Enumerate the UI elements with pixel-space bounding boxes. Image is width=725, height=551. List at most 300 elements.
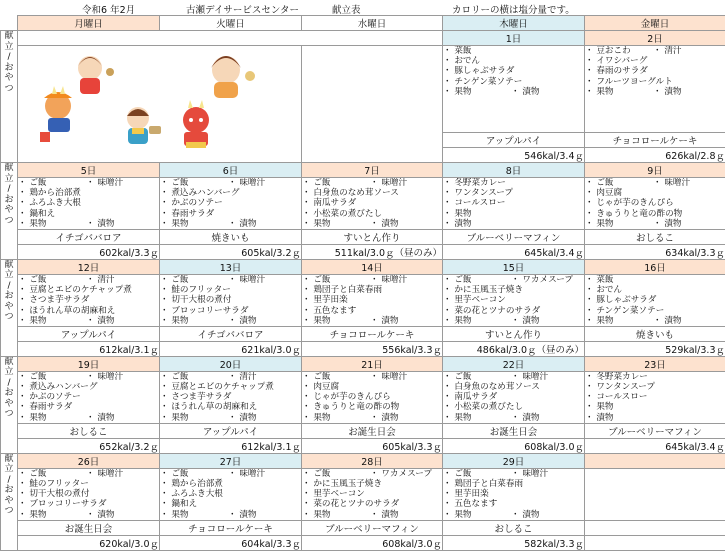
side-label-char: つ [1,506,17,517]
dish-name: ・ 果物 [160,413,189,423]
menu-item [160,198,301,208]
dish-name: ・ 鶏団子と白菜春雨 [443,479,523,489]
menu-item [160,469,301,479]
menu-item [585,306,725,316]
side-label-char: つ [1,409,17,420]
salt-note: カロリーの横は塩分量です。 [452,2,575,16]
dish-name: ・ ブロッコリーサラダ [18,499,106,509]
dish-name: ・ 果物 [443,209,472,219]
menu-item [443,306,584,316]
menu-item [443,382,584,392]
dish-name: ・ 果物 [160,219,189,229]
menu-item [443,489,584,499]
calorie-row [1,438,725,453]
menu-items [443,46,585,133]
menu-item [302,479,442,489]
snack-name: イチゴババロア [18,229,160,244]
dish-name: ・ 菜飯 [443,46,472,56]
menu-row [1,178,725,230]
dish-name: ・ 漬物 [585,413,614,423]
day-number: 9日 [585,163,725,178]
calorie-salt: 612kal/3.1ｇ [160,438,302,453]
side-dish-name: ・ 味噌汁 [370,372,407,382]
dish-name: ・ イワシバーグ [585,56,647,66]
date-row [1,356,725,371]
weekday-monday: 月曜日 [18,16,160,31]
menu-item [585,219,725,229]
day-number [302,31,443,46]
menu-item [18,469,159,479]
menu-item [160,510,301,520]
menu-item [443,198,584,208]
day-number: 7日 [302,163,443,178]
dish-name: ・ 春雨サラダ [18,402,72,412]
menu-item [585,178,725,188]
side-label-char: 立 [1,174,17,185]
menu-item [302,306,442,316]
dish-name: ・ じゃが芋のきんぴら [302,392,391,402]
date-row [1,163,725,178]
menu-items [160,274,302,326]
dish-name: ・ ご飯 [443,372,472,382]
day-number: 15日 [443,259,585,274]
menu-item [160,178,301,188]
dish-name: ・ 里芋田楽 [302,295,348,305]
side-dish-name: ・ 漬物 [228,510,257,520]
dish-name: ・ コールスロー [443,198,505,208]
dish-name: ・ 果物 [18,316,47,326]
dish-name: ・ ご飯 [302,469,331,479]
side-label-char: 献 [1,31,17,42]
dish-name: ・ かに玉風玉子焼き [302,479,382,489]
side-label [1,356,18,453]
side-dish-name: ・ 漬物 [511,87,540,97]
menu-item [443,392,584,402]
day-number: 21日 [302,356,443,371]
dish-name: ・ 鶏から治部煮 [18,188,81,198]
side-dish-name: ・ 味噌汁 [86,178,123,188]
dish-name: ・ 煮込みハンバーグ [160,188,239,198]
oni-children-illustration [18,46,302,158]
day-number: 23日 [585,356,725,371]
menu-items [18,468,160,520]
calorie-salt [585,535,725,550]
day-number: 26日 [18,453,160,468]
dish-name: ・ 果物 [443,87,472,97]
dish-name: ・ ご飯 [160,275,189,285]
day-number: 6日 [160,163,302,178]
side-dish-name: ・ 味噌汁 [511,372,548,382]
dish-name: ・ ご飯 [160,372,189,382]
menu-items [160,178,302,230]
side-dish-name: ・ 味噌汁 [511,469,548,479]
side-label [1,163,18,260]
dish-name: ・ 果物 [585,402,614,412]
dish-name: ・ 果物 [302,219,331,229]
day-number: 5日 [18,163,160,178]
menu-item [585,402,725,412]
dish-name: ・ 果物 [443,316,472,326]
snack-name: ブルーベリーマフィン [302,520,443,535]
snack-name: ブルーベリーマフィン [443,229,585,244]
date-row [1,31,725,46]
menu-item [585,77,725,87]
dish-name: ・ ご飯 [585,178,614,188]
side-dish-name: ・ 清汁 [86,275,115,285]
menu-item [443,178,584,188]
dish-name: ・ さつま芋サラダ [18,295,89,305]
menu-item [18,285,159,295]
side-dish-name: ・ 漬物 [370,510,399,520]
menu-items [18,178,160,230]
snack-name: アップルパイ [18,326,160,341]
menu-item [443,77,584,87]
menu-item [302,469,442,479]
side-label-char: / [1,378,17,389]
dish-name: ・ 菜の花とツナのサラダ [302,499,399,509]
dish-name: ・ ご飯 [18,275,47,285]
menu-item [302,413,442,423]
side-dish-name: ・ 味噌汁 [653,178,690,188]
menu-item [160,489,301,499]
menu-item [160,402,301,412]
weekday-friday: 金曜日 [585,16,725,31]
red-oni-icon [183,100,209,148]
side-dish-name: ・ 漬物 [86,413,115,423]
header-corner [1,16,18,31]
menu-item [302,499,442,509]
menu-item [443,66,584,76]
dish-name: ・ 里芋ベーコン [302,489,365,499]
calorie-salt: 626kal/2.8ｇ [585,148,725,163]
snack-name: イチゴババロア [160,326,302,341]
calorie-row [1,535,725,550]
menu-item [18,209,159,219]
dish-name: ・ 小松菜の煮びたし [302,209,382,219]
dish-name: ・ 果物 [302,413,331,423]
day-number: 14日 [302,259,443,274]
menu-item [443,499,584,509]
snack-name: チョコロールケーキ [585,133,725,148]
calorie-row [1,341,725,356]
calorie-salt: 605kal/3.3ｇ [302,438,443,453]
calorie-salt: 608kal/3.0ｇ [302,535,443,550]
dish-name: ・ 小松菜の煮びたし [443,402,523,412]
side-label [1,259,18,356]
snack-row [1,229,725,244]
weekday-thursday: 木曜日 [443,16,585,31]
side-label-char: / [1,475,17,486]
dish-name: ・ 鶏から治部煮 [160,479,223,489]
menu-item [443,219,584,229]
menu-item [443,275,584,285]
menu-item [585,392,725,402]
menu-item [18,178,159,188]
side-dish-name: ・ 漬物 [370,413,399,423]
menu-item [585,188,725,198]
menu-item [585,382,725,392]
dish-name: ・ チンゲン菜ソテー [443,77,522,87]
menu-item [302,392,442,402]
dish-name: ・ フルーツヨーグルト [585,77,673,87]
dish-name: ・ 切干大根の煮付 [160,295,231,305]
menu-item [18,413,159,423]
menu-items [585,46,725,133]
dish-name: ・ ご飯 [302,178,331,188]
snack-name: お誕生日会 [302,423,443,438]
side-label-char: 献 [1,454,17,465]
side-dish-name: ・ 清汁 [228,372,257,382]
menu-item [585,209,725,219]
menu-item [160,413,301,423]
calorie-salt: 620kal/3.0ｇ [18,535,160,550]
dish-name: ・ 豆おこわ [585,46,631,56]
side-label-char: 立 [1,464,17,475]
dish-name: ・ 菜の花とツナのサラダ [443,306,540,316]
snack-row [1,423,725,438]
side-dish-name: ・ 味噌汁 [228,469,265,479]
menu-row [1,46,725,133]
calorie-salt: 582kal/3.3ｇ [443,535,585,550]
snack-name: すいとん作り [443,326,585,341]
menu-item [302,198,442,208]
menu-item [443,285,584,295]
menu-item [443,469,584,479]
menu-item [160,188,301,198]
side-label-char: つ [1,84,17,95]
dish-name: ・ かぶのソテー [18,392,81,402]
dish-name: ・ 鍋和え [18,209,55,219]
side-label-char: つ [1,312,17,323]
dish-name: ・ 冬野菜カレー [585,372,648,382]
dish-name: ・ おでん [443,56,480,66]
snack-name: お誕生日会 [443,423,585,438]
calorie-salt: 634kal/3.3ｇ [585,244,725,259]
dish-name: ・ 果物 [18,219,47,229]
blue-oni-icon [40,86,72,142]
menu-item [302,188,442,198]
menu-item [18,275,159,285]
dish-name: ・ 鮭のフリッター [160,285,231,295]
calorie-salt: 645kal/3.4ｇ [585,438,725,453]
child-left-icon [78,56,114,94]
menu-item [443,372,584,382]
side-dish-name: ・ 清汁 [653,46,682,56]
menu-items [585,274,725,326]
menu-item [18,392,159,402]
menu-item [160,295,301,305]
side-dish-name: ・ 漬物 [653,87,682,97]
menu-items [302,46,443,163]
menu-item [443,56,584,66]
dish-name: ・ 果物 [585,316,614,326]
day-number: 16日 [585,259,725,274]
menu-item [18,295,159,305]
menu-item [585,372,725,382]
side-dish-name: ・ 漬物 [370,316,399,326]
dish-name: ・ 豚しゃぶサラダ [443,66,514,76]
dish-name: ・ 果物 [585,219,614,229]
dish-name: ・ 南瓜サラダ [443,392,497,402]
dish-name: ・ 春雨のサラダ [585,66,648,76]
menu-item [585,198,725,208]
menu-item [585,285,725,295]
side-label-char: つ [1,216,17,227]
side-label-char: 献 [1,357,17,368]
dish-name: ・ 白身魚のなめ茸ソース [302,188,399,198]
menu-item [302,316,442,326]
side-dish-name: ・ 漬物 [86,510,115,520]
dish-name: ・ ふろふき大根 [18,198,81,208]
menu-items [585,178,725,230]
dish-name: ・ 果物 [302,510,331,520]
snack-name: ブルーベリーマフィン [585,423,725,438]
day-number [18,31,160,46]
day-number: 1日 [443,31,585,46]
menu-item [302,489,442,499]
menu-item [18,188,159,198]
menu-item [302,219,442,229]
child-right-icon [211,56,255,98]
doc-title: 献立表 [332,2,361,16]
dish-name: ・ 豆腐とエビのケチャップ煮 [18,285,132,295]
snack-name: アップルパイ [443,133,585,148]
menu-item [585,316,725,326]
menu-item [443,87,584,97]
dish-name: ・ ほうれん草の胡麻和え [160,402,257,412]
side-dish-name: ・ 漬物 [370,219,399,229]
menu-items [302,274,443,326]
dish-name: ・ 果物 [302,316,331,326]
day-number: 29日 [443,453,585,468]
day-number: 27日 [160,453,302,468]
dish-name: ・ 菜飯 [585,275,614,285]
menu-item [585,46,725,56]
menu-item [443,510,584,520]
menu-item [18,479,159,489]
side-label-char: 立 [1,367,17,378]
menu-item [160,306,301,316]
menu-item [160,372,301,382]
dish-name: ・ ワンタンスープ [443,188,513,198]
dish-name: ・ 切干大根の煮付 [18,489,89,499]
menu-item [302,510,442,520]
day-number: 28日 [302,453,443,468]
side-dish-name: ・ 味噌汁 [370,178,407,188]
menu-row [1,468,725,520]
menu-items [443,468,585,520]
calorie-salt: 511kal/3.0ｇ（昼のみ） [302,244,443,259]
side-dish-name: ・ 味噌汁 [228,275,265,285]
side-dish-name: ・ 漬物 [228,413,257,423]
menu-item [18,489,159,499]
calorie-salt: 605kal/3.2ｇ [160,244,302,259]
side-dish-name: ・ 漬物 [653,219,682,229]
menu-item [18,306,159,316]
day-number: 2日 [585,31,725,46]
side-dish-name: ・ 漬物 [511,510,540,520]
dish-name: ・ きゅうりと竜の酢の物 [302,402,399,412]
dish-name: ・ ご飯 [302,275,331,285]
child-middle-icon [127,107,161,144]
side-dish-name: ・ 漬物 [228,219,257,229]
side-dish-name: ・ 漬物 [86,316,115,326]
side-label-char: や [1,73,17,84]
dish-name: ・ 漬物 [443,219,472,229]
calorie-salt: 645kal/3.4ｇ [443,244,585,259]
side-label-char: お [1,63,17,74]
dish-name: ・ 肉豆腐 [585,188,622,198]
menu-item [160,219,301,229]
menu-item [18,510,159,520]
dish-name: ・ おでん [585,285,622,295]
date-row [1,453,725,468]
snack-name: お誕生日会 [18,520,160,535]
menu-item [302,382,442,392]
dish-name: ・ 煮込みハンバーグ [18,382,97,392]
dish-name: ・ さつま芋サラダ [160,392,231,402]
menu-item [18,372,159,382]
side-label-char: や [1,205,17,216]
menu-item [585,66,725,76]
menu-items [443,178,585,230]
menu-item [18,198,159,208]
side-label-char: や [1,302,17,313]
calorie-salt: 602kal/3.3ｇ [18,244,160,259]
weekday-header-row [1,16,725,31]
calorie-salt: 604kal/3.3ｇ [160,535,302,550]
menu-item [160,479,301,489]
menu-items [302,178,443,230]
day-number: 20日 [160,356,302,371]
side-label-char: お [1,485,17,496]
snack-name: 焼きいも [160,229,302,244]
menu-item [302,209,442,219]
dish-name: ・ 鮭のフリッター [18,479,89,489]
side-label-char: / [1,184,17,195]
side-dish-name: ・ ワカメスープ [370,469,432,479]
dish-name: ・ ご飯 [18,372,47,382]
dish-name: ・ 鶏団子と白菜春雨 [302,285,382,295]
side-dish-name: ・ 漬物 [653,316,682,326]
dish-name: ・ 果物 [443,510,472,520]
snack-name: 焼きいも [585,326,725,341]
menu-item [18,316,159,326]
dish-name: ・ 果物 [18,413,47,423]
menu-item [443,479,584,489]
menu-item [160,209,301,219]
menu-item [443,295,584,305]
dish-name: ・ チンゲン菜ソテー [585,306,664,316]
day-number [585,453,725,468]
dish-name: ・ 春雨サラダ [160,209,214,219]
dish-name: ・ 肉豆腐 [302,382,339,392]
side-label-char: 献 [1,163,17,174]
day-number: 19日 [18,356,160,371]
calorie-salt: 486kal/3.0ｇ（昼のみ） [443,341,585,356]
side-dish-name: ・ 味噌汁 [228,178,265,188]
menu-items [585,468,725,520]
side-label-char: 立 [1,42,17,53]
menu-item [302,295,442,305]
menu-item [443,402,584,412]
weekday-tuesday: 火曜日 [160,16,302,31]
side-label-char: や [1,399,17,410]
calorie-salt: 529kal/3.3ｇ [585,341,725,356]
menu-item [302,275,442,285]
dish-name: ・ 鍋和え [160,499,197,509]
menu-items [443,371,585,423]
